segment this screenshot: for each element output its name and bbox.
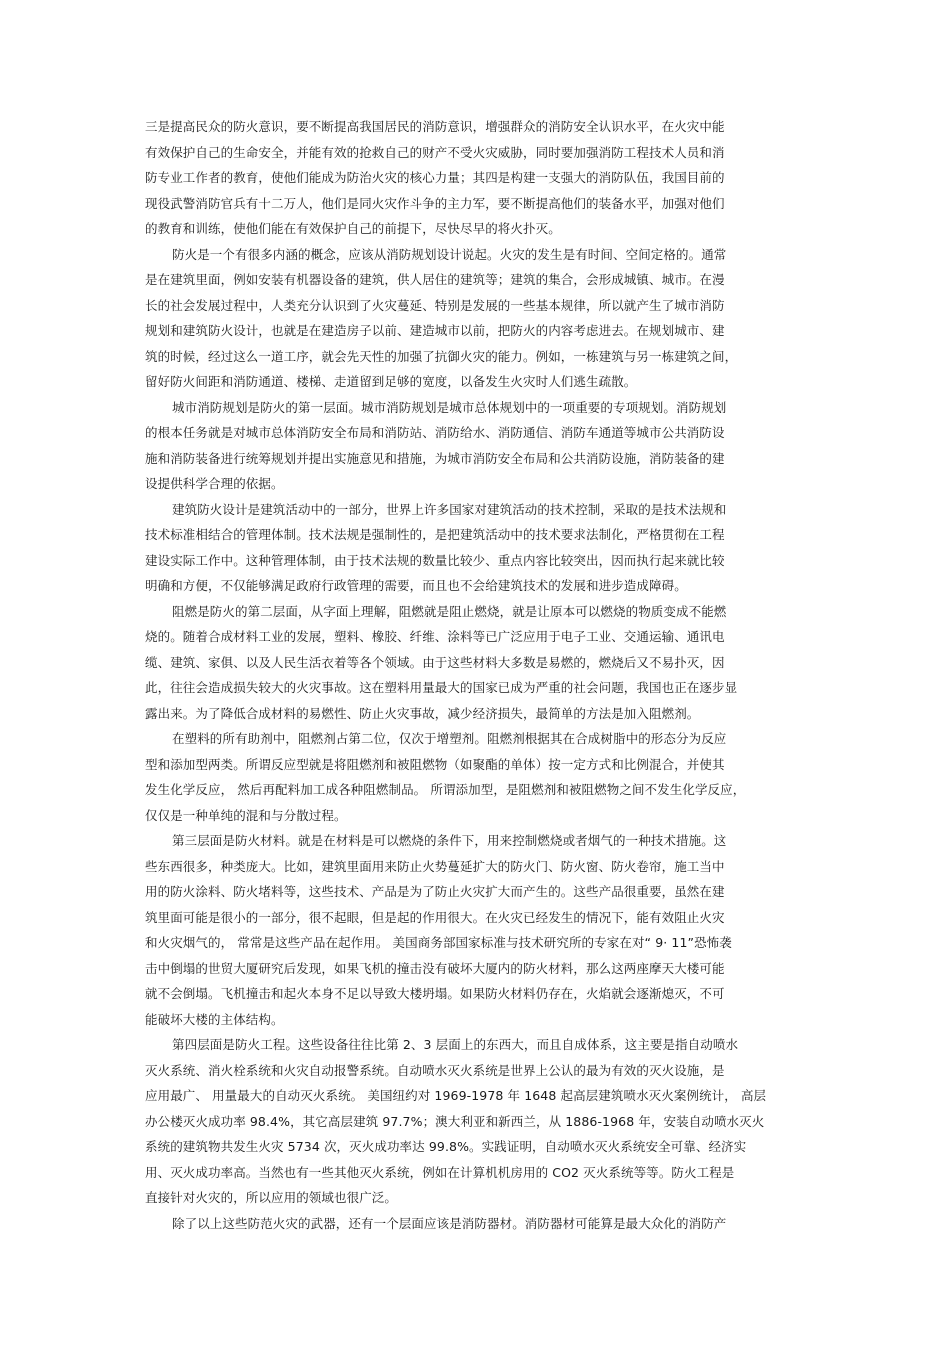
text-line: 缆、建筑、家俱、以及人民生活衣着等各个领域。由于这些材料大多数是易燃的，燃烧后又不易扑灭，因 bbox=[145, 654, 725, 670]
paragraph-start-line: 第四层面是防火工程。这些设备往往比第 2、3 层面上的东西大，而且自成体系，这主要是指自动喷水 bbox=[172, 1037, 739, 1052]
text-line: 击中倒塌的世贸大厦研究后发现，如果飞机的撞击没有破坏大厦内的防火材料，那么这两座摩天大楼可能 bbox=[145, 960, 725, 976]
text-line: 系统的建筑物共发生火灾 5734 次，灭火成功率达 99.8%。实践证明，自动喷水灭火系统安全可靠、经济实 bbox=[145, 1139, 747, 1154]
text-line: 三是提高民众的防火意识，要不断提高我国居民的消防意识，增强群众的消防安全认识水平，在火灾中能 bbox=[145, 119, 725, 134]
text-line: 建设实际工作中。这种管理体制，由于技术法规的数量比较少、重点内容比较突出，因而执行起来就比较 bbox=[145, 552, 725, 568]
text-line: 是在建筑里面，例如安装有机器设备的建筑，供人居住的建筑等；建筑的集合，会形成城镇、城市。在漫 bbox=[145, 272, 725, 287]
text-line: 规划和建筑防火设计，也就是在建造房子以前、建造城市以前，把防火的内容考虑进去。在规划城市、建 bbox=[145, 323, 725, 338]
paragraph-start-line: 城市消防规划是防火的第一层面。城市消防规划是城市总体规划中的一项重要的专项规划。消防规划 bbox=[172, 399, 727, 415]
text-line: 用的防火涂料、防火堵料等，这些技术、产品是为了防止火灾扩大而产生的。这些产品很重要，虽然在建 bbox=[145, 884, 725, 899]
text-line: 用、灭火成功率高。当然也有一些其他灭火系统，例如在计算机机房用的 CO2 灭火系统等等。防火工程是 bbox=[145, 1164, 735, 1180]
text-line: 烧的。随着合成材料工业的发展，塑料、橡胶、纤维、涂料等已广泛应用于电子工业、交通运输、通讯电 bbox=[145, 629, 725, 644]
text-line: 长的社会发展过程中，人类充分认识到了火灾蔓延、特别是发展的一些基本规律，所以就产生了城市消防 bbox=[145, 297, 725, 313]
body-text bbox=[145, 114, 805, 1236]
text-line: 露出来。为了降低合成材料的易燃性、防止火灾事故，减少经济损失，最简单的方法是加入阻燃剂。 bbox=[145, 705, 700, 721]
text-line: 就不会倒塌。飞机撞击和起火本身不足以导致大楼坍塌。如果防火材料仍存在，火焰就会逐渐熄灭，不可 bbox=[145, 986, 725, 1001]
text-line: 留好防火间距和消防通道、楼梯、走道留到足够的宽度，以备发生火灾时人们逃生疏散。 bbox=[145, 374, 637, 389]
text-line: 设提供科学合理的依据。 bbox=[145, 476, 284, 491]
paragraph-start-line: 第三层面是防火材料。就是在材料是可以燃烧的条件下，用来控制燃烧或者烟气的一种技术措施。这 bbox=[172, 833, 727, 848]
text-line: 筑的时候，经过这么一道工序，就会先天性的加强了抗御火灾的能力。例如，一栋建筑与另一栋建筑之间， bbox=[145, 348, 738, 364]
text-line: 的根本任务就是对城市总体消防安全布局和消防站、消防给水、消防通信、消防车通道等城市公共消防设 bbox=[145, 425, 725, 440]
text-line: 应用最广、 用量最大的自动灭火系统。 美国纽约对 1969-1978 年 1648 起高层建筑喷水灭火案例统计， 高层 bbox=[145, 1088, 767, 1103]
text-line: 施和消防装备进行统筹规划并提出实施意见和措施，为城市消防安全布局和公共消防设施，消防装备的建 bbox=[145, 450, 725, 466]
text-line: 有效保护自己的生命安全，并能有效的抢救自己的财产不受火灾威胁，同时要加强消防工程技术人员和消 bbox=[145, 144, 725, 160]
text-line: 此，往往会造成损失较大的火灾事故。这在塑料用量最大的国家已成为严重的社会问题，我国也正在逐步显 bbox=[145, 680, 738, 695]
text-line: 防专业工作者的教育，使他们能成为防治火灾的核心力量；其四是构建一支强大的消防队伍，我国目前的 bbox=[145, 170, 725, 185]
text-line: 能破坏大楼的主体结构。 bbox=[145, 1011, 284, 1027]
text-line: 的教育和训练，使他们能在有效保护自己的前提下，尽快尽早的将火扑灭。 bbox=[145, 221, 561, 236]
text-line: 明确和方便，不仅能够满足政府行政管理的需要，而且也不会给建筑技术的发展和进步造成障碍。 bbox=[145, 578, 687, 593]
paragraph-start-line: 防火是一个有很多内涵的概念，应该从消防规划设计说起。火灾的发生是有时间、空间定格的。通常 bbox=[172, 246, 727, 262]
paragraph-start-line: 在塑料的所有助剂中，阻燃剂占第二位，仅次于增塑剂。阻燃剂根据其在合成树脂中的形态分为反应 bbox=[172, 731, 727, 746]
text-line: 技术标准相结合的管理体制。技术法规是强制性的，是把建筑活动中的技术要求法制化，严格贯彻在工程 bbox=[145, 527, 725, 542]
text-line: 型和添加型两类。所谓反应型就是将阻燃剂和被阻燃物（如聚酯的单体）按一定方式和比例混合，并使其 bbox=[145, 756, 725, 772]
text-line: 筑里面可能是很小的一部分，很不起眼，但是起的作用很大。在火灾已经发生的情况下，能有效阻止火灾 bbox=[145, 909, 725, 925]
paragraph-start-line: 阻燃是防火的第二层面，从字面上理解，阻燃就是阻止燃烧，就是让原本可以燃烧的物质变成不能燃 bbox=[172, 603, 727, 619]
paragraph-start-line: 除了以上这些防范火灾的武器，还有一个层面应该是消防器材。消防器材可能算是最大众化的消防产 bbox=[172, 1215, 727, 1231]
text-line: 办公楼灭火成功率 98.4%，其它高层建筑 97.7%；澳大利亚和新西兰，从 1886-1968 年，安装自动喷水灭火 bbox=[145, 1113, 765, 1129]
text-line: 发生化学反应， 然后再配料加工成各种阻燃制品。 所谓添加型，是阻燃剂和被阻燃物之间不发生化学反应， bbox=[145, 782, 746, 797]
text-line: 些东西很多，种类庞大。比如，建筑里面用来防止火势蔓延扩大的防火门、防火窗、防火卷帘，施工当中 bbox=[145, 858, 725, 874]
text-line: 灭火系统、消火栓系统和火灾自动报警系统。自动喷水灭火系统是世界上公认的最为有效的灭火设施，是 bbox=[145, 1062, 725, 1078]
text-line: 仅仅是一种单纯的混和与分散过程。 bbox=[145, 807, 347, 823]
text-line: 直接针对火灾的，所以应用的领域也很广泛。 bbox=[145, 1190, 398, 1205]
text-line: 现役武警消防官兵有十二万人，他们是同火灾作斗争的主力军，要不断提高他们的装备水平，加强对他们 bbox=[145, 195, 725, 211]
text-line: 和火灾烟气的， 常常是这些产品在起作用。 美国商务部国家标准与技术研究所的专家在对“ 9· 11”恐怖袭 bbox=[145, 935, 732, 950]
paragraph-start-line: 建筑防火设计是建筑活动中的一部分，世界上许多国家对建筑活动的技术控制，采取的是技术法规和 bbox=[172, 501, 727, 517]
